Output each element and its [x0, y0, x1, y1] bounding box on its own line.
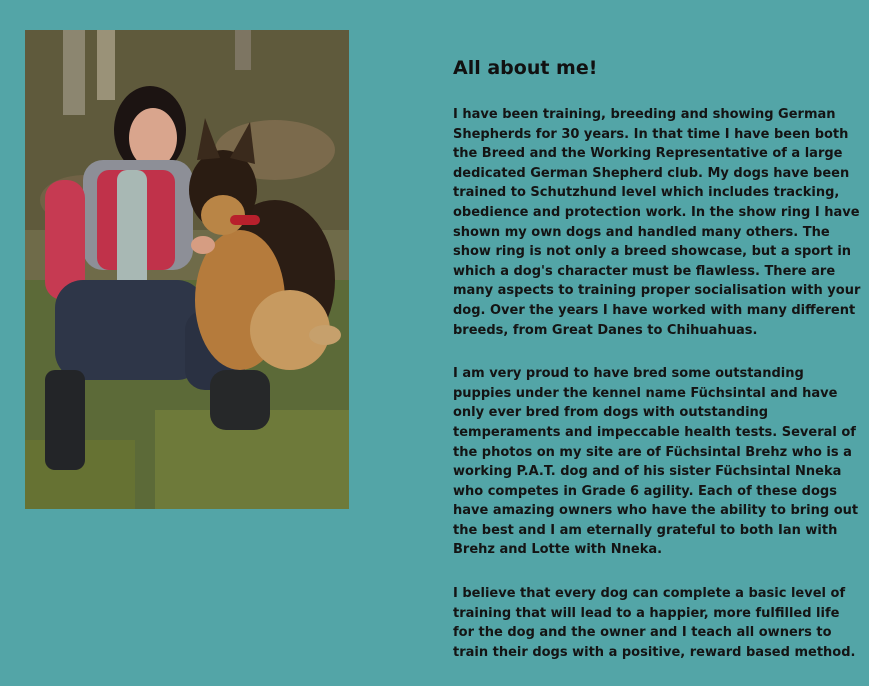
about-paragraph-1: I have been training, breeding and showing German Shepherds for 30 years. In that time I have been both the Breed and the Working Representative of a large dedicated German Shepherd club. My dogs have been trained to Schutzhund level which includes tracking, obedience and protection work. In the show ring I have shown my own dogs and handled many others. The show ring is not only a breed showcase, but a sport in which a dog's character must be flawless. There are many aspects to training proper socialisation with your dog. Over the years I have worked with many different breeds, from Great Danes to Chihuahuas.	[453, 107, 861, 338]
about-section	[453, 55, 861, 686]
about-paragraph-2: I am very proud to have bred some outstanding puppies under the kennel name Füchsintal and have only ever bred from dogs with outstanding temperaments and impeccable health tests. Several of the photos on my site are of Füchsintal Brehz who is a working P.A.T. dog and of his sister Füchsintal Nneka who competes in Grade 6 agility. Each of these dogs have amazing owners who have the ability to bring out the best and I am eternally grateful to both Ian with Brehz and Lotte with Nneka.	[453, 366, 859, 558]
page-title: All about me!	[453, 57, 598, 79]
woman-with-dog-image	[25, 30, 349, 509]
about-paragraph-3: I believe that every dog can complete a basic level of training that will lead to a happier, more fulfilled life for the dog and the owner and I teach all owners to train their dogs with a positive, reward based method.	[453, 586, 856, 660]
profile-photo	[25, 30, 349, 509]
